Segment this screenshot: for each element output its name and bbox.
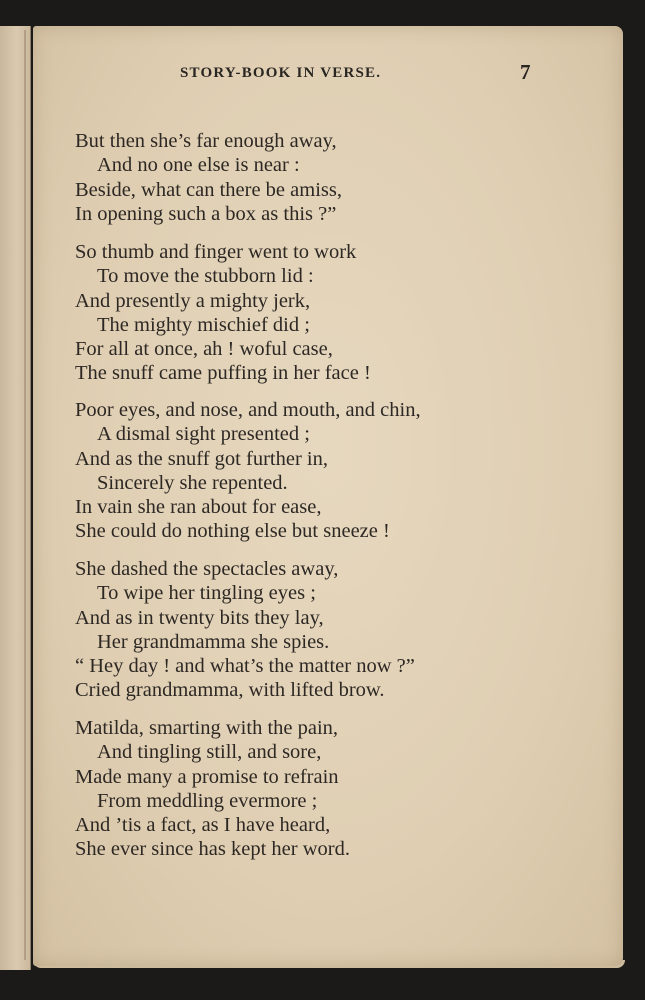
stanza-4 bbox=[75, 557, 415, 703]
verse-line: And no one else is near : bbox=[97, 154, 300, 177]
verse-line: To move the stubborn lid : bbox=[97, 265, 314, 288]
verse-line: “ Hey day ! and what’s the matter now ?” bbox=[75, 655, 415, 678]
verse-line: In opening such a box as this ?” bbox=[75, 202, 337, 225]
verse-line: Cried grandmamma, with lifted brow. bbox=[75, 679, 385, 702]
verse-line: From meddling evermore ; bbox=[97, 789, 318, 812]
running-title: STORY-BOOK IN VERSE. bbox=[180, 65, 382, 81]
book-gutter bbox=[24, 30, 26, 960]
verse-line: And tingling still, and sore, bbox=[97, 741, 322, 764]
verse-line: So thumb and finger went to work bbox=[75, 241, 357, 263]
verse-line: And presently a mighty jerk, bbox=[75, 289, 311, 312]
page-number: 7 bbox=[520, 60, 531, 84]
verse-line: Her grandmamma she spies. bbox=[97, 630, 330, 653]
verse-line: A dismal sight presented ; bbox=[97, 423, 310, 446]
verse-line: To wipe her tingling eyes ; bbox=[97, 582, 316, 605]
verse-line: And ’tis a fact, as I have heard, bbox=[75, 814, 331, 837]
facing-page-edge bbox=[0, 26, 31, 970]
stanza-3 bbox=[75, 398, 421, 544]
verse-line: The snuff came puffing in her face ! bbox=[75, 362, 371, 385]
verse-line: In vain she ran about for ease, bbox=[75, 496, 322, 519]
verse-line: Poor eyes, and nose, and mouth, and chin, bbox=[75, 399, 421, 421]
stanza-2 bbox=[75, 240, 371, 386]
verse-line: And as in twenty bits they lay, bbox=[75, 606, 324, 629]
verse-line: Matilda, smarting with the pain, bbox=[75, 717, 339, 739]
stanza-5 bbox=[75, 716, 350, 862]
verse-line: She ever since has kept her word. bbox=[75, 838, 350, 861]
stanza-1 bbox=[75, 129, 342, 226]
verse-line: The mighty mischief did ; bbox=[97, 313, 310, 336]
verse-line: But then she’s far enough away, bbox=[75, 130, 337, 152]
verse-line: She dashed the spectacles away, bbox=[75, 558, 339, 580]
verse-line: She could do nothing else but sneeze ! bbox=[75, 520, 390, 543]
verse-line: For all at once, ah ! woful case, bbox=[75, 338, 333, 361]
verse-line: Beside, what can there be amiss, bbox=[75, 178, 342, 201]
verse-line: Made many a promise to refrain bbox=[75, 765, 339, 788]
verse-line: And as the snuff got further in, bbox=[75, 447, 328, 470]
verse-line: Sincerely she repented. bbox=[97, 471, 288, 494]
